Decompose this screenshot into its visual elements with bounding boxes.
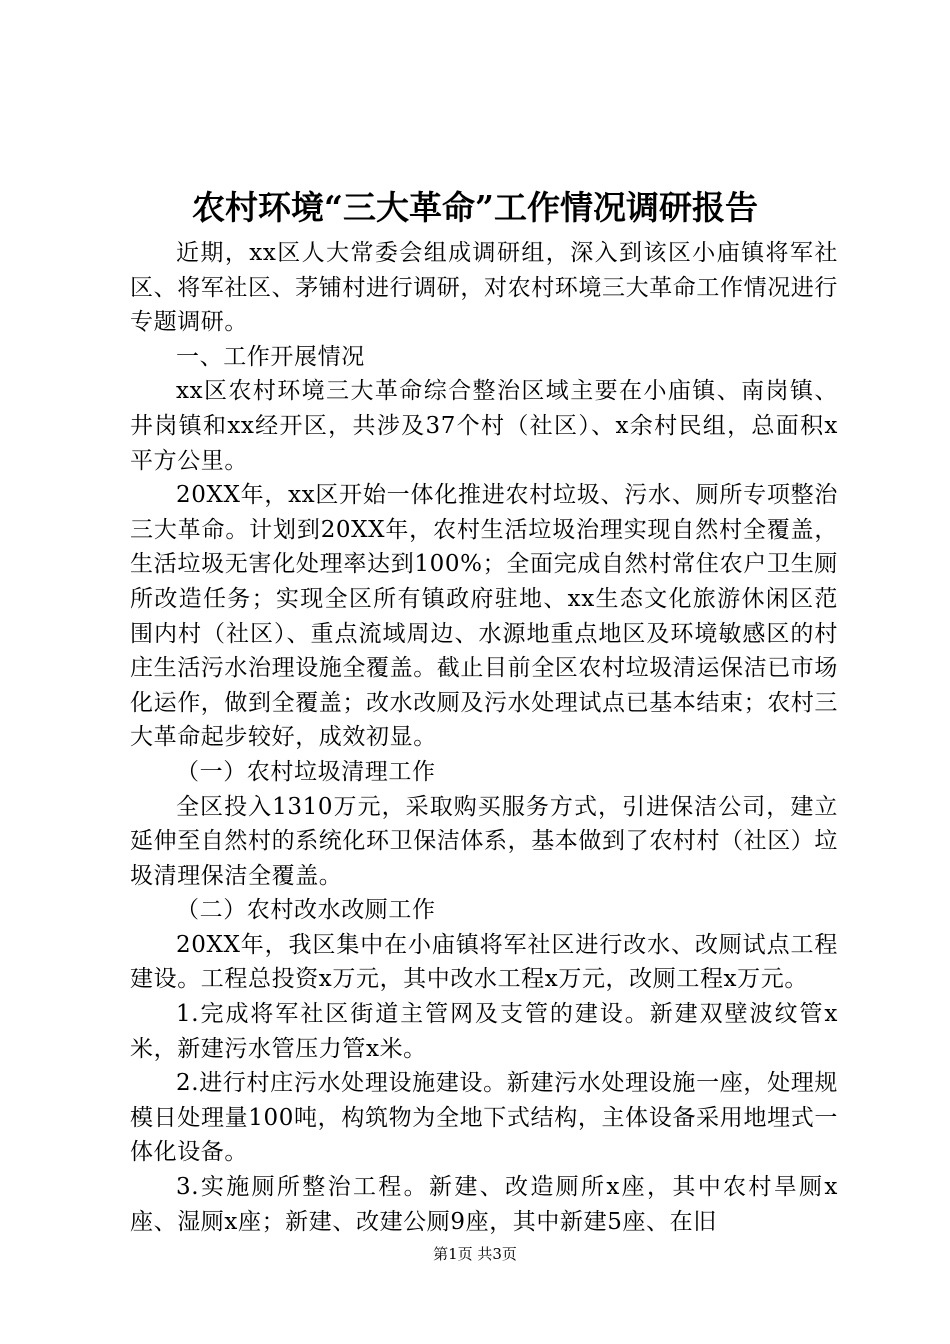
document-body xyxy=(130,236,838,1239)
list-item: 1.完成将军社区街道主管网及支管的建设。新建双壁波纹管x米，新建污水管压力管x米。 xyxy=(130,1001,838,1062)
body-paragraph: xx区农村环境三大革命综合整治区域主要在小庙镇、南岗镇、井岗镇和xx经开区，共涉及37个村（社区）、x余村民组，总面积x平方公里。 xyxy=(130,378,838,474)
body-paragraph: 20XX年，xx区开始一体化推进农村垃圾、污水、厕所专项整治三大革命。计划到20XX年，农村生活垃圾治理实现自然村全覆盖，生活垃圾无害化处理率达到100%；全面完成自然村常住农户卫生厕所改造任务；实现全区所有镇政府驻地、xx生态文化旅游休闲区范围内村（社区）、重点流域周边、水源地重点地区及环境敏感区的村庄生活污水治理设施全覆盖。截止目前全区农村垃圾清运保洁已市场化运作，做到全覆盖；改水改厕及污水处理试点已基本结束；农村三大革命起步较好，成效初显。 xyxy=(130,482,838,751)
subsection-heading: （二）农村改水改厕工作 xyxy=(176,897,436,924)
page-footer: 第1页 共3页 xyxy=(433,1245,517,1263)
section-heading: 一、工作开展情况 xyxy=(176,343,365,370)
list-item: 2.进行村庄污水处理设施建设。新建污水处理设施一座，处理规模日处理量100吨，构筑物为全地下式结构，主体设备采用地埋式一体化设备。 xyxy=(130,1070,838,1166)
intro-paragraph: 近期，xx区人大常委会组成调研组，深入到该区小庙镇将军社区、将军社区、茅铺村进行调研，对农村环境三大革命工作情况进行专题调研。 xyxy=(130,240,838,336)
body-paragraph: 全区投入1310万元，采取购买服务方式，引进保洁公司，建立延伸至自然村的系统化环卫保洁体系，基本做到了农村村（社区）垃圾清理保洁全覆盖。 xyxy=(130,793,838,889)
body-paragraph: 20XX年，我区集中在小庙镇将军社区进行改水、改厕试点工程建设。工程总投资x万元，其中改水工程x万元，改厕工程x万元。 xyxy=(130,931,838,993)
list-item: 3.实施厕所整治工程。新建、改造厕所x座，其中农村旱厕x座、湿厕x座；新建、改建公厕9座，其中新建5座、在旧 xyxy=(130,1174,838,1235)
document-title: 农村环境“三大革命”工作情况调研报告 xyxy=(192,188,758,227)
subsection-heading: （一）农村垃圾清理工作 xyxy=(176,758,436,785)
